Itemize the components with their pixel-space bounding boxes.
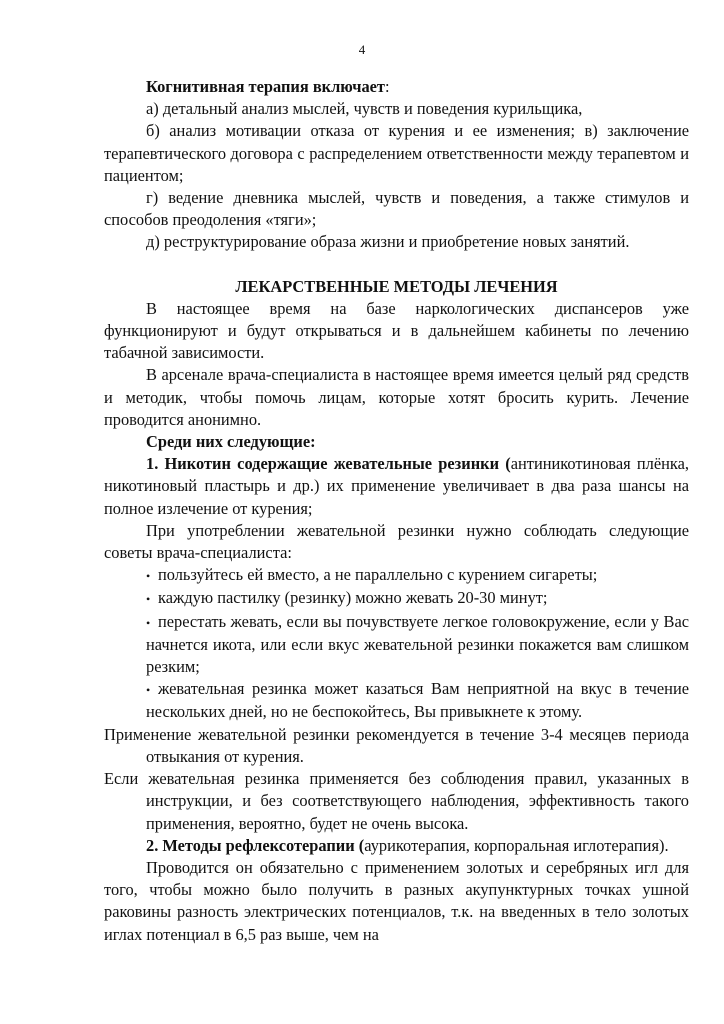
usage-period: Применение жевательной резинки рекомендуется в течение 3-4 месяцев периода отвыкания от курения. xyxy=(104,724,689,766)
bullet-item xyxy=(104,587,689,610)
item-2 xyxy=(104,835,689,857)
paragraph-arsenal: В арсенале врача-специалиста в настоящее время имеется целый ряд средств и методик, чтобы помочь лицам, которые хотят бросить курить. Лечение проводится анонимно. xyxy=(104,365,689,429)
advice-intro: При употреблении жевательной резинки нужно соблюдать следующие советы врача-специалиста: xyxy=(104,520,689,563)
among-them-text: Среди них следующие: xyxy=(146,432,316,452)
bullet-text: жевательная резинка может казаться Вам неприятной на вкус в течение нескольких дней, но не беспокойтесь, Вы привыкнете к этому. xyxy=(146,679,689,722)
bullet-dot-icon: • xyxy=(146,569,151,584)
bullet-dot-icon: • xyxy=(146,592,151,607)
reflexotherapy-paragraph: Проводится он обязательно с применением золотых и серебряных игл для того, чтобы можно было получить в разных акупунктурных точках ушной раковины разность электрических потенциалов, т.к. на введенных в тело золотых иглах потенциал в 6,5 раз выше, чем на xyxy=(104,857,689,944)
page-number: 4 xyxy=(358,42,366,57)
paragraph-dispensaries: В настоящее время на базе наркологических диспансеров уже функционируют и будут открываться и в дальнейшем кабинеты по лечению табачной зависимости. xyxy=(104,298,689,363)
bullet-text: каждую пастилку (резинку) можно жевать 20-30 минут; xyxy=(158,588,548,608)
section-heading: ЛЕКАРСТВЕННЫЕ МЕТОДЫ ЛЕЧЕНИЯ xyxy=(235,276,558,296)
page-content xyxy=(104,76,689,946)
bullet-text: пользуйтесь ей вместо, а не параллельно с курением сигареты; xyxy=(158,565,598,585)
bullet-dot-icon: • xyxy=(146,615,151,630)
cognitive-item-b: б) анализ мотивации отказа от курения и ее изменения; в) заключение терапевтического договора с распределением ответственности между терапевтом и пациентом; xyxy=(104,121,689,185)
item-2-text: аурикотерапия, корпоральная иглотерапия). xyxy=(364,835,669,855)
bullet-item xyxy=(104,678,689,723)
cognitive-item-g: г) ведение дневника мыслей, чувств и поведения, а также стимулов и способов преодоления «тяги»; xyxy=(104,188,689,230)
bullet-item xyxy=(104,611,689,679)
bullet-dot-icon: • xyxy=(146,683,151,698)
cognitive-item-d: д) реструктурирование образа жизни и приобретение новых занятий. xyxy=(146,232,630,252)
item-1-title: 1. Никотин содержащие жевательные резинки ( xyxy=(146,454,511,474)
bullet-text: перестать жевать, если вы почувствуете легкое головокружение, если у Вас начнется икота, или если вкус жевательной резинки покажется вам слишком резким; xyxy=(146,611,689,677)
among-them xyxy=(104,431,689,453)
cognitive-title xyxy=(104,76,689,98)
cognitive-title-text: Когнитивная терапия включает xyxy=(146,77,385,96)
cognitive-item-a: а) детальный анализ мыслей, чувств и поведения курильщика, xyxy=(146,99,583,119)
cognitive-title-suffix: : xyxy=(384,77,390,96)
item-1 xyxy=(104,453,689,520)
item-1-text: антиникотиновая плёнка, никотиновый пластырь и др.) их применение увеличивает в два раза шансы на полное излечение от курения; xyxy=(104,454,689,518)
bullet-item xyxy=(104,564,689,587)
warning-paragraph: Если жевательная резинка применяется без соблюдения правил, указанных в инструкции, и без соответствующего наблюдения, эффективность такого применения, вероятно, будет не очень высока. xyxy=(104,769,689,833)
item-2-title: 2. Методы рефлексотерапии ( xyxy=(146,835,365,855)
